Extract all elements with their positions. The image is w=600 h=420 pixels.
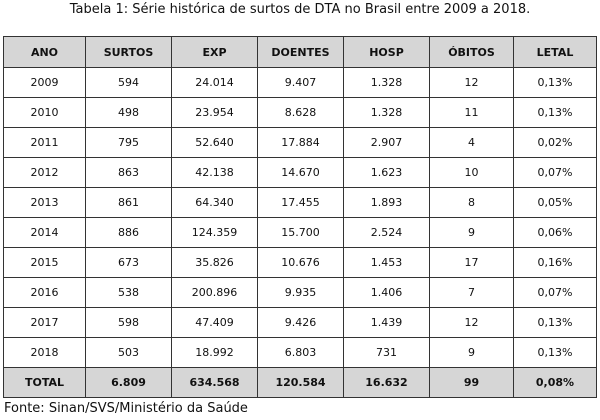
table-cell: 598 (86, 308, 172, 338)
year-cell: 2018 (4, 338, 86, 368)
total-cell: 120.584 (258, 368, 344, 398)
table-cell: 795 (86, 128, 172, 158)
table-cell: 15.700 (258, 218, 344, 248)
table-cell: 11 (430, 98, 514, 128)
table-cell: 64.340 (172, 188, 258, 218)
table-cell: 731 (344, 338, 430, 368)
total-cell: 16.632 (344, 368, 430, 398)
year-cell: 2016 (4, 278, 86, 308)
header-obitos: ÓBITOS (430, 37, 514, 68)
table-cell: 498 (86, 98, 172, 128)
table-cell: 6.803 (258, 338, 344, 368)
table-cell: 18.992 (172, 338, 258, 368)
year-cell: 2014 (4, 218, 86, 248)
year-cell: 2017 (4, 308, 86, 338)
table-cell: 0,13% (514, 98, 597, 128)
table-cell: 0,02% (514, 128, 597, 158)
table-cell: 124.359 (172, 218, 258, 248)
table-cell: 1.328 (344, 98, 430, 128)
table-cell: 1.406 (344, 278, 430, 308)
table-cell: 1.893 (344, 188, 430, 218)
table-cell: 673 (86, 248, 172, 278)
table-row (4, 98, 597, 128)
table-cell: 200.896 (172, 278, 258, 308)
header-surtos: SURTOS (86, 37, 172, 68)
year-cell: 2011 (4, 128, 86, 158)
table-cell: 9.407 (258, 68, 344, 98)
table-cell: 7 (430, 278, 514, 308)
table-cell: 863 (86, 158, 172, 188)
table-cell: 10.676 (258, 248, 344, 278)
table-cell: 0,07% (514, 278, 597, 308)
table-cell: 0,05% (514, 188, 597, 218)
table-row (4, 218, 597, 248)
year-cell: 2009 (4, 68, 86, 98)
table-row (4, 278, 597, 308)
table-cell: 17.884 (258, 128, 344, 158)
table-cell: 9.426 (258, 308, 344, 338)
table-cell: 0,07% (514, 158, 597, 188)
table-row (4, 248, 597, 278)
table-row (4, 158, 597, 188)
table-cell: 861 (86, 188, 172, 218)
table-cell: 886 (86, 218, 172, 248)
total-cell: 0,08% (514, 368, 597, 398)
table-row (4, 128, 597, 158)
table-row (4, 338, 597, 368)
table-cell: 2.524 (344, 218, 430, 248)
table-cell: 23.954 (172, 98, 258, 128)
table-cell: 1.328 (344, 68, 430, 98)
table-caption: Tabela 1: Série histórica de surtos de DTA no Brasil entre 2009 a 2018. (69, 2, 531, 17)
year-cell: 2012 (4, 158, 86, 188)
table-cell: 0,16% (514, 248, 597, 278)
table-cell: 14.670 (258, 158, 344, 188)
table-cell: 47.409 (172, 308, 258, 338)
dta-outbreaks-table (3, 36, 597, 398)
year-cell: 2010 (4, 98, 86, 128)
total-cell: 99 (430, 368, 514, 398)
table-cell: 9 (430, 218, 514, 248)
table-cell: 17.455 (258, 188, 344, 218)
header-row (4, 37, 597, 68)
header-doentes: DOENTES (258, 37, 344, 68)
table-cell: 0,13% (514, 338, 597, 368)
total-row (4, 368, 597, 398)
table-cell: 24.014 (172, 68, 258, 98)
year-cell: 2013 (4, 188, 86, 218)
table-cell: 0,13% (514, 308, 597, 338)
source-note: Fonte: Sinan/SVS/Ministério da Saúde (4, 401, 248, 416)
table-cell: 0,06% (514, 218, 597, 248)
table-cell: 503 (86, 338, 172, 368)
table-cell: 12 (430, 68, 514, 98)
table-cell: 4 (430, 128, 514, 158)
table-cell: 35.826 (172, 248, 258, 278)
header-letal: LETAL (514, 37, 597, 68)
table-cell: 9.935 (258, 278, 344, 308)
year-cell: 2015 (4, 248, 86, 278)
table-cell: 2.907 (344, 128, 430, 158)
header-exp: EXP (172, 37, 258, 68)
table-cell: 8.628 (258, 98, 344, 128)
total-cell: 6.809 (86, 368, 172, 398)
header-ano: ANO (4, 37, 86, 68)
table-cell: 0,13% (514, 68, 597, 98)
table-cell: 1.439 (344, 308, 430, 338)
table-cell: 52.640 (172, 128, 258, 158)
table-cell: 1.623 (344, 158, 430, 188)
total-cell: 634.568 (172, 368, 258, 398)
table-cell: 10 (430, 158, 514, 188)
table-cell: 42.138 (172, 158, 258, 188)
table-cell: 8 (430, 188, 514, 218)
table-cell: 594 (86, 68, 172, 98)
table-cell: 17 (430, 248, 514, 278)
total-label: TOTAL (4, 368, 86, 398)
table-cell: 9 (430, 338, 514, 368)
table-cell: 1.453 (344, 248, 430, 278)
table-row (4, 308, 597, 338)
table-cell: 12 (430, 308, 514, 338)
header-hosp: HOSP (344, 37, 430, 68)
table-row (4, 68, 597, 98)
table-row (4, 188, 597, 218)
table-cell: 538 (86, 278, 172, 308)
